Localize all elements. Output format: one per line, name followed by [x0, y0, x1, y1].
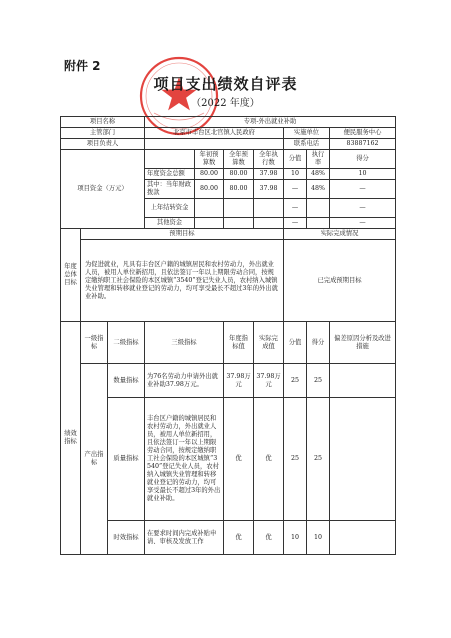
perf-header-weight: 分值: [284, 322, 307, 364]
perf-section-label: 绩效指标: [61, 322, 81, 555]
funds-initial-value: 80.00: [195, 180, 224, 199]
funds-row-label: 上年结转资金: [145, 199, 195, 218]
funds-weight-value: —: [284, 218, 307, 229]
perf-score: 25: [307, 364, 330, 398]
funds-weight-value: —: [284, 180, 307, 199]
perf-header-level1: 一级指标: [81, 322, 108, 364]
perf-target: 优: [224, 521, 254, 555]
funds-annual-value: [224, 199, 254, 218]
funds-header-rate: 执行率: [307, 150, 330, 169]
perf-score: 25: [307, 398, 330, 521]
funds-rate-value: [307, 199, 330, 218]
expected-goal-header: 预期目标: [81, 229, 284, 240]
funds-annual-value: 80.00: [224, 169, 254, 180]
funds-header-blank: [145, 150, 195, 169]
impl-unit-label: 实施单位: [284, 128, 330, 139]
funds-score-value: 10: [330, 169, 396, 180]
funds-row-label: 年度资金总额: [145, 169, 195, 180]
actual-completion-text: 已完成预期目标: [284, 240, 396, 322]
perf-level1-output: 产出指标: [81, 364, 108, 555]
page-title: 项目支出绩效自评表: [153, 75, 298, 93]
table-row: [61, 364, 396, 398]
perf-actual: 37.98万元: [254, 364, 284, 398]
funds-executed-value: 37.98: [254, 180, 284, 199]
perf-header-actual: 实际完成值: [254, 322, 284, 364]
funds-header-weight: 分值: [284, 150, 307, 169]
funds-header-score: 得分: [330, 150, 396, 169]
funds-initial-value: [195, 218, 224, 229]
funds-weight-value: 10: [284, 169, 307, 180]
funds-annual-value: 80.00: [224, 180, 254, 199]
expected-goal-text: 为促进就业，凡具有丰台区户籍的城镇居民和农村劳动力，外出就业人员，被用人单位新招用，且依法签订一年以上期限劳动合同，按规定缴纳职工社会保险的本区城镇“3540”登记失业人员，农村纳入城镇失业管理和转移就业登记的劳动力，均可享受最长不超过3年的外出就业补助。: [81, 240, 284, 322]
attachment-label: 附件 2: [64, 59, 101, 73]
funds-executed-value: 37.98: [254, 169, 284, 180]
funds-score-value: —: [330, 199, 396, 218]
table-row: [61, 521, 396, 555]
perf-score: 10: [307, 521, 330, 555]
funds-weight-value: —: [284, 199, 307, 218]
perf-header-level3: 三级指标: [145, 322, 224, 364]
dept-label: 主管部门: [61, 128, 145, 139]
report-year: （2022 年度）: [191, 98, 260, 109]
perf-deviation: [330, 521, 396, 555]
funds-executed-value: [254, 199, 284, 218]
funds-section-label: 项目资金（万元）: [61, 150, 145, 229]
funds-rate-value: [307, 218, 330, 229]
funds-initial-value: [195, 199, 224, 218]
project-name-label: 项目名称: [61, 117, 145, 128]
funds-header-executed: 全年执行数: [254, 150, 284, 169]
perf-weight: 25: [284, 398, 307, 521]
funds-score-value: —: [330, 180, 396, 199]
perf-deviation: [330, 398, 396, 521]
phone-value: 83887162: [330, 139, 396, 150]
perf-header-deviation: 偏差原因分析及改进措施: [330, 322, 396, 364]
perf-actual: 优: [254, 521, 284, 555]
table-row: [61, 398, 396, 521]
funds-header-initial: 年初预算数: [195, 150, 224, 169]
perf-level3: 丰台区户籍的城镇居民和农村劳动力，外出就业人员，被用人单位新招用，且依法签订一年以上期限劳动合同，按规定缴纳职工社会保险的本区城镇“3540”登记失业人员，农村纳入城镇失业管理和转移就业登记的劳动力，均可享受最长不超过3年的外出就业补助。: [145, 398, 224, 521]
perf-weight: 10: [284, 521, 307, 555]
perf-header-score: 得分: [307, 322, 330, 364]
actual-completion-header: 实际完成情况: [284, 229, 396, 240]
funds-annual-value: [224, 218, 254, 229]
perf-target: 优: [224, 398, 254, 521]
goals-section-label: 年度总体目标: [61, 229, 81, 322]
funds-initial-value: 80.00: [195, 169, 224, 180]
perf-actual: 优: [254, 398, 284, 521]
dept-value: 北京市丰台区北官镇人民政府: [145, 128, 284, 139]
perf-level2: 时效指标: [108, 521, 145, 555]
funds-rate-value: 48%: [307, 169, 330, 180]
leader-label: 项目负责人: [61, 139, 145, 150]
funds-row-label: 其中：当年财政拨款: [145, 180, 195, 199]
funds-score-value: —: [330, 218, 396, 229]
project-name-value: 专项-外出就业补助: [145, 117, 396, 128]
perf-header-level2: 二级指标: [108, 322, 145, 364]
perf-deviation: [330, 364, 396, 398]
perf-level2: 数量指标: [108, 364, 145, 398]
funds-executed-value: [254, 218, 284, 229]
funds-header-annual: 全年预算数: [224, 150, 254, 169]
perf-level3: 为76名劳动力申请外出就业补助37.98万元。: [145, 364, 224, 398]
leader-value: [145, 139, 284, 150]
perf-header-target: 年度指标值: [224, 322, 254, 364]
funds-rate-value: 48%: [307, 180, 330, 199]
phone-label: 联系电话: [284, 139, 330, 150]
self-evaluation-table: [60, 116, 396, 555]
perf-level2: 质量指标: [108, 398, 145, 521]
perf-weight: 25: [284, 364, 307, 398]
impl-unit-value: 便民服务中心: [330, 128, 396, 139]
funds-row-label: 其他资金: [145, 218, 195, 229]
perf-target: 37.98万元: [224, 364, 254, 398]
perf-level3: 在要求时间内完成补贴申请、审核及发放工作: [145, 521, 224, 555]
